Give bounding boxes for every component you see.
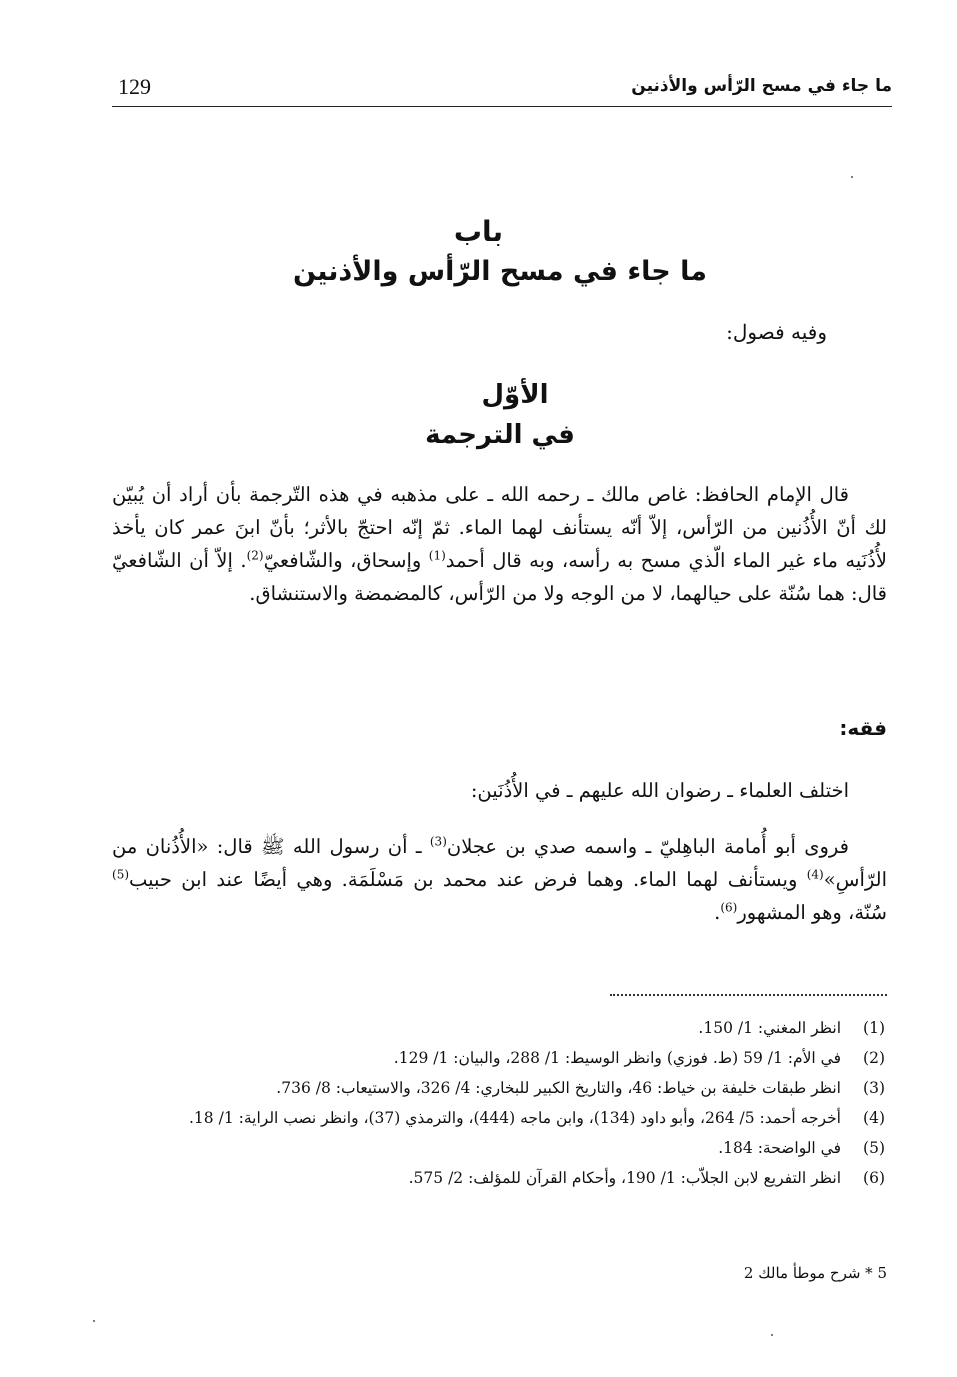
footnote-item — [112, 1075, 887, 1101]
footnote-item — [112, 1015, 887, 1041]
section-label: الأوّل — [481, 380, 549, 410]
footnote-item — [112, 1165, 887, 1191]
chapter-title: ما جاء في مسح الرّأس والأذنين — [292, 256, 708, 287]
footnote-number: (3) — [863, 1079, 885, 1097]
scan-speck — [851, 176, 853, 178]
chapter-label: باب — [453, 215, 504, 248]
footnote-item — [112, 1105, 887, 1131]
footnote-item — [112, 1045, 887, 1071]
footnote-text: انظر المغني: 1/ 150. — [698, 1019, 841, 1037]
footnote-number: (6) — [863, 1169, 885, 1187]
page-number: 129 — [118, 74, 151, 99]
footnote-text: انظر التفريع لابن الجلاّب: 1/ 190، وأحكام القرآن للمؤلف: 2/ 575. — [408, 1169, 841, 1187]
footnote-ref[interactable]: (1) — [428, 548, 446, 563]
paragraph-text: سُنّة، وهو المشهور — [737, 901, 887, 924]
scan-speck — [771, 1334, 773, 1336]
paragraph-text: ـ أن رسول الله ﷺ قال: «الأُذُنان من الرّأسِ» — [112, 835, 887, 891]
running-header — [112, 72, 892, 107]
paragraph-translation — [112, 478, 887, 610]
footnote-ref[interactable]: (4) — [806, 867, 824, 882]
footnote-ref[interactable]: (6) — [720, 900, 738, 915]
paragraph-text: . — [714, 901, 721, 924]
scan-speck — [93, 1320, 95, 1322]
section-title: في الترجمة — [425, 420, 575, 450]
footnote-number: (5) — [863, 1139, 885, 1157]
footnote-number: (1) — [863, 1019, 885, 1037]
paragraph-text: ويستأنف لهما الماء. وهما فرض عند محمد بن مَسْلَمَة. وهي أيضًا عند ابن حبيب — [129, 868, 807, 891]
fiqh-heading: فقه: — [839, 716, 887, 740]
footnote-text: في الأم: 1/ 59 (ط. فوزي) وانظر الوسيط: 1/ 288، والبيان: 1/ 129. — [393, 1049, 841, 1067]
footnote-ref[interactable]: (2) — [246, 548, 264, 563]
paragraph-text: . إلاّ أن الشّافعيّ قال: هما سُنّة على حيالهما، لا من الوجه ولا من الرّأس، كالمضمضة والاستنشاق. — [112, 549, 887, 605]
footnote-separator — [610, 994, 887, 996]
footnote-item — [112, 1135, 887, 1161]
paragraph-disagreement — [112, 774, 887, 807]
footnotes-list — [112, 1015, 887, 1195]
footnote-number: (4) — [863, 1109, 885, 1127]
running-title: ما جاء في مسح الرّأس والأذنين — [631, 76, 892, 96]
paragraph-text: قال الإمام الحافظ: غاص مالك ـ رحمه الله ـ على مذهبه في هذه التّرجمة بأن أراد أن يُبيّن لك أنّ الأُذُنين من الرّأس، إلاّ أنّه يستأنف لهما الماء. ثمّ إنّه احتجّ بالأثر؛ بأنّ ابنَ عمر كان يأخذ لأُذُنَيه ماء غير الماء الّذي مسح به رأسه، وبه قال أحمد — [112, 483, 888, 572]
footnote-text: انظر طبقات خليفة بن خياط: 46، والتاريخ الكبير للبخاري: 4/ 326، والاستيعاب: 8/ 736. — [276, 1079, 841, 1097]
footnote-ref[interactable]: (3) — [429, 834, 447, 849]
footnote-number: (2) — [863, 1049, 885, 1067]
paragraph-text: اختلف العلماء ـ رضوان الله عليهم ـ في الأُذُنَين: — [470, 779, 849, 802]
footnote-ref[interactable]: (5) — [112, 867, 130, 882]
paragraph-text: فروى أبو أُمامة الباهِليّ ـ واسمه صدي بن عجلان — [446, 835, 849, 858]
footnote-text: أخرجه أحمد: 5/ 264، وأبو داود (134)، وابن ماجه (444)، والترمذي (37)، وانظر نصب الراية: 1/ 18. — [188, 1109, 841, 1127]
footnote-text: في الواضحة: 184. — [718, 1139, 841, 1157]
paragraph-narration — [112, 830, 887, 929]
paragraph-text: وإسحاق، والشّافعيّ — [263, 549, 429, 572]
chapter-intro: وفيه فصول: — [726, 320, 827, 344]
signature-mark: 5 * شرح موطأ مالك 2 — [743, 1264, 887, 1282]
